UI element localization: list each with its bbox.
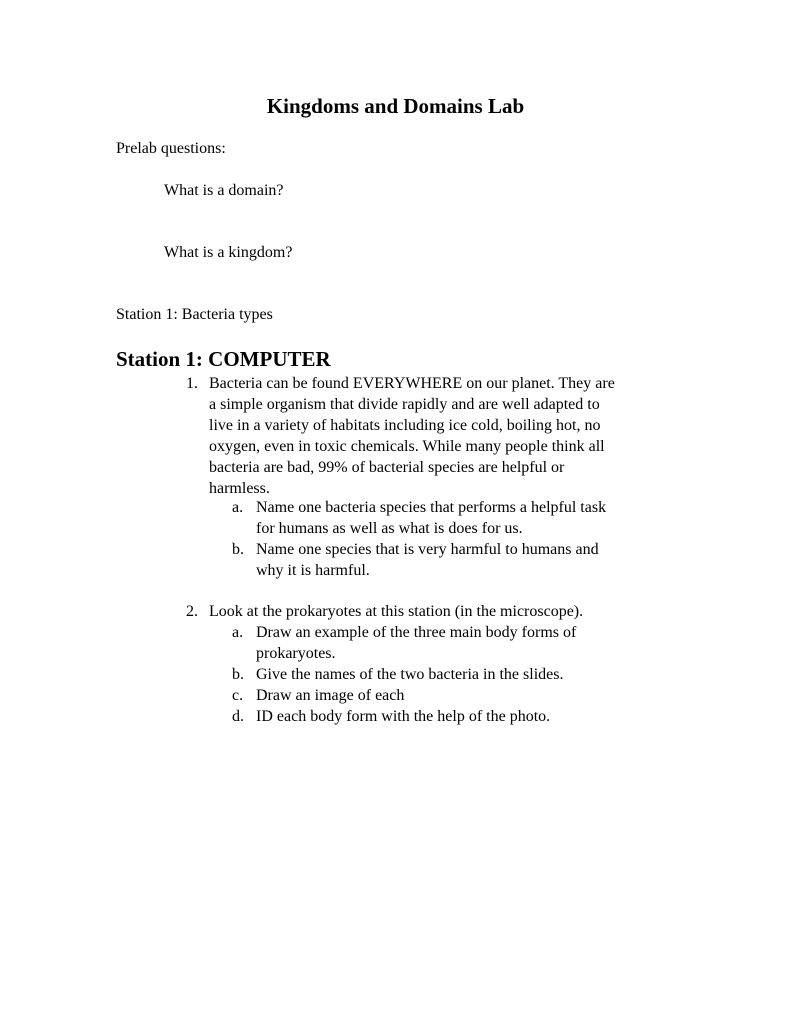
text-line: Draw an example of the three main body forms of (256, 624, 577, 641)
text-line: Name one bacteria species that performs a helpful task (256, 499, 607, 516)
prelab-question-domain: What is a domain? (164, 182, 284, 199)
text-line: Look at the prokaryotes at this station (in the microscope). (209, 603, 584, 620)
station-heading: Station 1: COMPUTER (116, 347, 331, 371)
text-line: Draw an image of each (256, 687, 405, 704)
station-line: Station 1: Bacteria types (116, 306, 273, 323)
text-line: why it is harmful. (256, 562, 370, 579)
text-line: Bacteria can be found EVERYWHERE on our planet. They are (209, 375, 615, 392)
text-line: for humans as well as what is does for us. (256, 520, 523, 537)
list-item-number: 1. (186, 375, 198, 392)
sub-list-item-text (256, 539, 599, 581)
list-item-number: 2. (186, 603, 198, 620)
sub-list-item-text (256, 622, 576, 664)
document-title: Kingdoms and Domains Lab (266, 94, 525, 118)
text-line: a simple organism that divide rapidly and are well adapted to (209, 396, 600, 413)
text-line: bacteria are bad, 99% of bacterial species are helpful or (209, 459, 565, 476)
sub-list-item-letter: b. (232, 666, 244, 683)
sub-list-item-letter: a. (232, 624, 244, 641)
text-line: Give the names of the two bacteria in the slides. (256, 666, 564, 683)
sub-list-item-text (256, 664, 563, 685)
list-item-text (209, 601, 583, 622)
list-item-text (209, 373, 615, 499)
text-line: ID each body form with the help of the photo. (256, 708, 551, 725)
sub-list-item-letter: c. (232, 687, 244, 704)
sub-list-item-letter: d. (232, 708, 244, 725)
prelab-heading: Prelab questions: (116, 140, 226, 157)
prelab-question-kingdom: What is a kingdom? (164, 244, 293, 261)
sub-list-item-letter: b. (232, 541, 244, 558)
sub-list-item-text (256, 497, 606, 539)
sub-list-item-text (256, 685, 404, 706)
text-line: oxygen, even in toxic chemicals. While many people think all (209, 438, 605, 455)
text-line: live in a variety of habitats including ice cold, boiling hot, no (209, 417, 601, 434)
text-line: prokaryotes. (256, 645, 336, 662)
sub-list-item-text (256, 706, 550, 727)
sub-list-item-letter: a. (232, 499, 244, 516)
text-line: harmless. (209, 480, 270, 497)
text-line: Name one species that is very harmful to humans and (256, 541, 599, 558)
